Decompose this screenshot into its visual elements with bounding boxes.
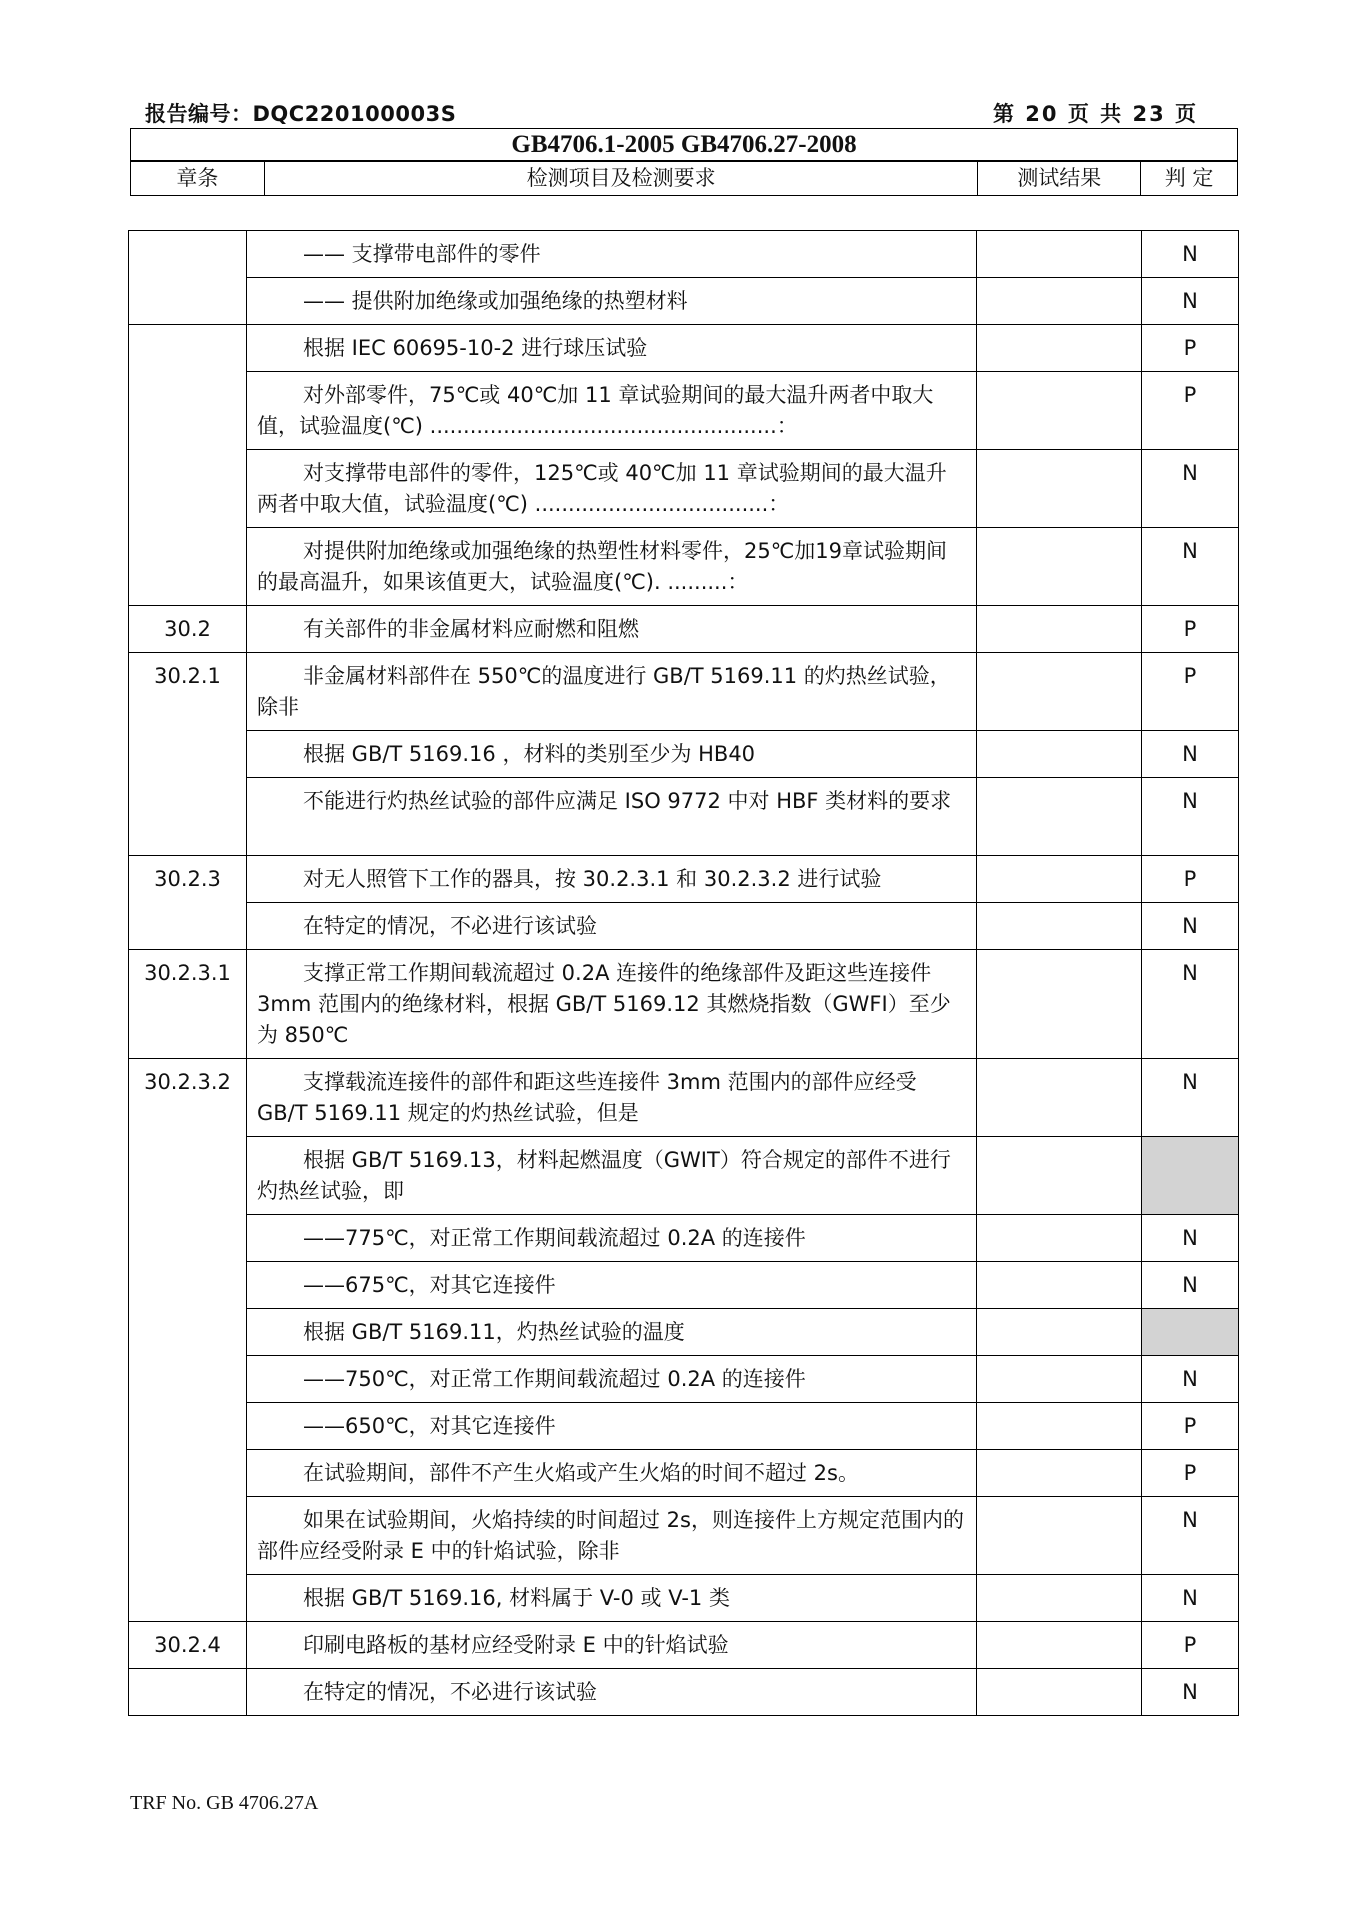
item-text: 根据 GB/T 5169.16, 材料属于 V-0 或 V-1 类 — [247, 1575, 977, 1622]
table-row — [129, 528, 1239, 606]
clause-cell — [129, 1497, 247, 1575]
result-cell — [977, 231, 1142, 278]
table-row — [129, 778, 1239, 856]
col-clause-header: 章条 — [131, 161, 265, 195]
table-row — [129, 1403, 1239, 1450]
result-cell — [977, 372, 1142, 450]
item-text: ——675℃，对其它连接件 — [247, 1262, 977, 1309]
table-row — [129, 1215, 1239, 1262]
table-row — [129, 903, 1239, 950]
verdict-cell: N — [1142, 1262, 1239, 1309]
table-row — [129, 1262, 1239, 1309]
verdict-cell: P — [1142, 1622, 1239, 1669]
clause-cell — [129, 372, 247, 450]
result-cell — [977, 1575, 1142, 1622]
verdict-cell: N — [1142, 450, 1239, 528]
clause-cell — [129, 1403, 247, 1450]
table-row — [129, 856, 1239, 903]
table-row — [129, 1622, 1239, 1669]
verdict-cell: P — [1142, 372, 1239, 450]
verdict-cell: N — [1142, 1356, 1239, 1403]
result-cell — [977, 1356, 1142, 1403]
clause-cell: 30.2.4 — [129, 1622, 247, 1669]
verdict-cell: N — [1142, 1497, 1239, 1575]
verdict-cell: N — [1142, 778, 1239, 856]
item-text: —— 支撑带电部件的零件 — [247, 231, 977, 278]
clause-cell — [129, 528, 247, 606]
verdict-cell: N — [1142, 528, 1239, 606]
clause-cell — [129, 1575, 247, 1622]
table-row — [129, 325, 1239, 372]
column-header-row — [130, 160, 1238, 196]
verdict-cell: N — [1142, 731, 1239, 778]
clause-cell — [129, 1669, 247, 1716]
verdict-cell: N — [1142, 903, 1239, 950]
col-verdict-header: 判 定 — [1164, 166, 1214, 190]
clause-cell — [129, 1137, 247, 1215]
result-cell — [977, 778, 1142, 856]
clause-cell: 30.2.3 — [129, 856, 247, 903]
item-text: 在特定的情况，不必进行该试验 — [247, 903, 977, 950]
page-number: 第 20 页 共 23 页 — [993, 102, 1199, 126]
test-table — [128, 230, 1239, 1716]
result-cell — [977, 856, 1142, 903]
result-cell — [977, 606, 1142, 653]
verdict-cell: P — [1142, 325, 1239, 372]
result-cell — [977, 1137, 1142, 1215]
clause-cell — [129, 231, 247, 278]
table-row — [129, 1137, 1239, 1215]
report-number: 报告编号：DQC220100003S — [145, 102, 457, 126]
clause-cell — [129, 731, 247, 778]
clause-cell — [129, 903, 247, 950]
result-cell — [977, 731, 1142, 778]
item-text: 有关部件的非金属材料应耐燃和阻燃 — [247, 606, 977, 653]
table-row — [129, 1356, 1239, 1403]
item-text: 印刷电路板的基材应经受附录 E 中的针焰试验 — [247, 1622, 977, 1669]
item-text: 支撑正常工作期间载流超过 0.2A 连接件的绝缘部件及距这些连接件 3mm 范围内的绝缘材料，根据 GB/T 5169.12 其燃烧指数（GWFI）至少为 850℃ — [247, 950, 977, 1059]
table-row — [129, 278, 1239, 325]
clause-cell: 30.2.3.2 — [129, 1059, 247, 1137]
table-row — [129, 1059, 1239, 1137]
table-row — [129, 372, 1239, 450]
table-row — [129, 950, 1239, 1059]
table-row — [129, 1309, 1239, 1356]
clause-cell — [129, 1262, 247, 1309]
table-row — [129, 450, 1239, 528]
clause-cell — [129, 1450, 247, 1497]
clause-cell — [129, 778, 247, 856]
table-row — [129, 606, 1239, 653]
result-cell — [977, 1669, 1142, 1716]
clause-cell: 30.2.3.1 — [129, 950, 247, 1059]
clause-cell — [129, 1309, 247, 1356]
item-text: 对提供附加绝缘或加强绝缘的热塑性材料零件，25℃加19章试验期间的最高温升，如果该值更大，试验温度(℃). .........： — [247, 528, 977, 606]
item-text: 支撑载流连接件的部件和距这些连接件 3mm 范围内的部件应经受 GB/T 5169.11 规定的灼热丝试验，但是 — [247, 1059, 977, 1137]
item-text: 在试验期间，部件不产生火焰或产生火焰的时间不超过 2s。 — [247, 1450, 977, 1497]
item-text: 对外部零件，75℃或 40℃加 11 章试验期间的最大温升两者中取大值，试验温度(℃) ....................................................： — [247, 372, 977, 450]
clause-cell — [129, 1356, 247, 1403]
item-text: ——775℃，对正常工作期间载流超过 0.2A 的连接件 — [247, 1215, 977, 1262]
table-row — [129, 653, 1239, 731]
clause-cell: 30.2.1 — [129, 653, 247, 731]
item-text: 非金属材料部件在 550℃的温度进行 GB/T 5169.11 的灼热丝试验，除非 — [247, 653, 977, 731]
result-cell — [977, 450, 1142, 528]
item-text: 根据 GB/T 5169.16 ，材料的类别至少为 HB40 — [247, 731, 977, 778]
item-text: 根据 IEC 60695-10-2 进行球压试验 — [247, 325, 977, 372]
verdict-cell: N — [1142, 1215, 1239, 1262]
verdict-cell: N — [1142, 950, 1239, 1059]
item-text: 如果在试验期间，火焰持续的时间超过 2s，则连接件上方规定范围内的部件应经受附录 E 中的针焰试验，除非 — [247, 1497, 977, 1575]
result-cell — [977, 903, 1142, 950]
item-text: 对支撑带电部件的零件，125℃或 40℃加 11 章试验期间的最大温升两者中取大值，试验温度(℃) ...................................： — [247, 450, 977, 528]
item-text: 对无人照管下工作的器具，按 30.2.3.1 和 30.2.3.2 进行试验 — [247, 856, 977, 903]
result-cell — [977, 325, 1142, 372]
result-cell — [977, 1309, 1142, 1356]
col-item-header: 检测项目及检测要求 — [265, 161, 979, 195]
item-text: —— 提供附加绝缘或加强绝缘的热塑材料 — [247, 278, 977, 325]
verdict-cell: N — [1142, 1059, 1239, 1137]
item-text: ——750℃，对正常工作期间载流超过 0.2A 的连接件 — [247, 1356, 977, 1403]
verdict-cell: P — [1142, 1450, 1239, 1497]
trf-number: TRF No. GB 4706.27A — [130, 1792, 319, 1814]
result-cell — [977, 950, 1142, 1059]
result-cell — [977, 1262, 1142, 1309]
item-text: 根据 GB/T 5169.13，材料起燃温度（GWIT）符合规定的部件不进行灼热丝试验，即 — [247, 1137, 977, 1215]
verdict-cell: N — [1142, 278, 1239, 325]
table-row — [129, 1497, 1239, 1575]
result-cell — [977, 1622, 1142, 1669]
verdict-cell-shaded — [1142, 1309, 1239, 1356]
item-text: ——650℃，对其它连接件 — [247, 1403, 977, 1450]
verdict-cell: N — [1142, 1575, 1239, 1622]
table-row — [129, 1450, 1239, 1497]
table-row — [129, 1669, 1239, 1716]
verdict-cell: P — [1142, 856, 1239, 903]
clause-cell: 30.2 — [129, 606, 247, 653]
clause-cell — [129, 325, 247, 372]
verdict-cell: P — [1142, 606, 1239, 653]
standards-title: GB4706.1-2005 GB4706.27-2008 — [130, 128, 1238, 162]
table-row — [129, 1575, 1239, 1622]
verdict-cell: P — [1142, 1403, 1239, 1450]
col-result-header: 测试结果 — [978, 161, 1141, 195]
item-text: 根据 GB/T 5169.11，灼热丝试验的温度 — [247, 1309, 977, 1356]
table-row — [129, 731, 1239, 778]
result-cell — [977, 278, 1142, 325]
clause-cell — [129, 450, 247, 528]
item-text: 不能进行灼热丝试验的部件应满足 ISO 9772 中对 HBF 类材料的要求 — [247, 778, 977, 856]
verdict-cell-shaded — [1142, 1137, 1239, 1215]
table-row — [129, 231, 1239, 278]
result-cell — [977, 1403, 1142, 1450]
result-cell — [977, 1215, 1142, 1262]
verdict-cell: N — [1142, 231, 1239, 278]
result-cell — [977, 1497, 1142, 1575]
clause-cell — [129, 1215, 247, 1262]
result-cell — [977, 653, 1142, 731]
item-text: 在特定的情况，不必进行该试验 — [247, 1669, 977, 1716]
result-cell — [977, 528, 1142, 606]
result-cell — [977, 1059, 1142, 1137]
result-cell — [977, 1450, 1142, 1497]
clause-cell — [129, 278, 247, 325]
verdict-cell: N — [1142, 1669, 1239, 1716]
verdict-cell: P — [1142, 653, 1239, 731]
